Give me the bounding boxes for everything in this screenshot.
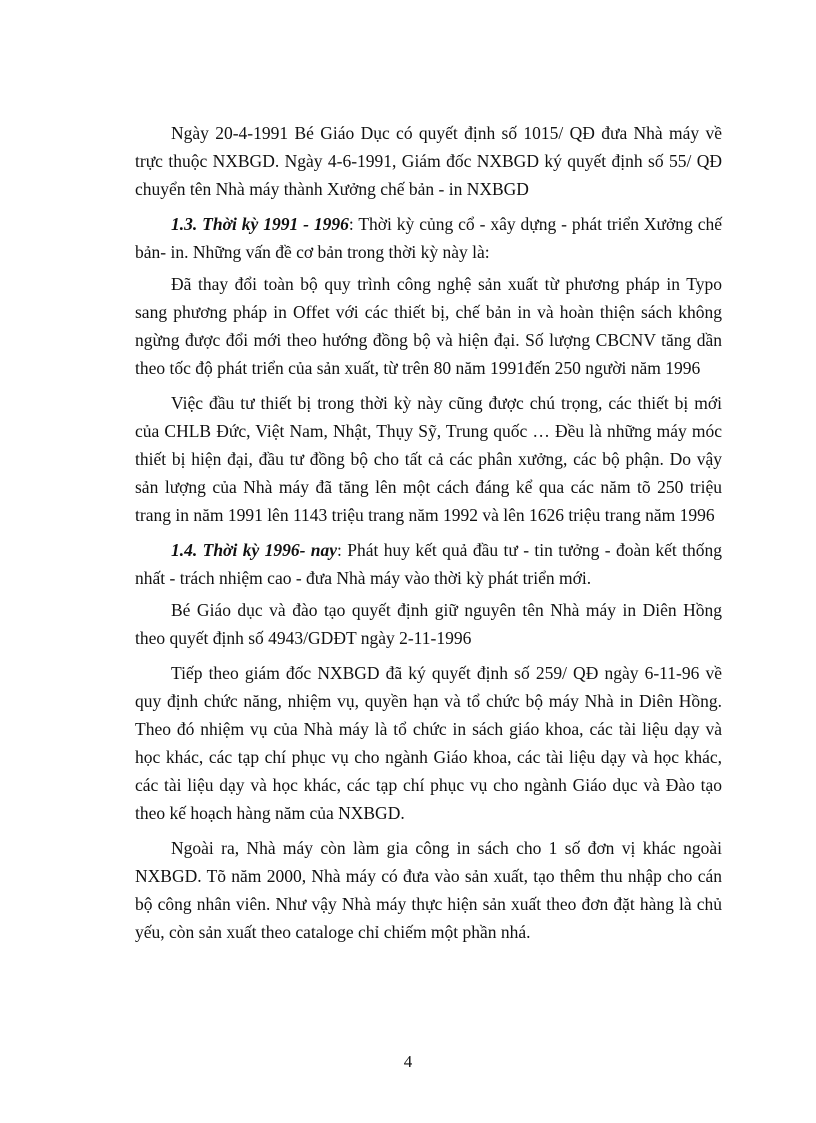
section-1-3-title: 1.3. Thời kỳ 1991 - 1996 — [171, 214, 349, 234]
paragraph-name-decision: Bé Giáo dục và đào tạo quyết định giữ nguyên tên Nhà máy in Diên Hồng theo quyết định số 4943/GDĐT ngày 2-11-1996 — [135, 600, 722, 648]
paragraph-outsourcing: Ngoài ra, Nhà máy còn làm gia công in sách cho 1 số đơn vị khác ngoài NXBGD. Tõ năm 2000, Nhà máy có đưa vào sản xuất, tạo thêm thu nhập cho cán bộ công nhân viên. Như vậy Nhà máy thực hiện sản xuất theo đơn đặt hàng là chủ yếu, còn sản xuất theo cataloge chỉ chiếm một phần nhá. — [135, 838, 722, 942]
paragraph-technology-change: Đã thay đổi toàn bộ quy trình công nghệ sản xuất từ phương pháp in Typo sang phương pháp in Offet với các thiết bị, chế bản in và hoàn thiện sách không ngừng được đổi mới theo hướng đồng bộ và hiện đại. Số lượng CBCNV tăng dần theo tốc độ phát triển của sản xuất, từ trên 80 năm 1991đến 250 người năm 1996 — [135, 274, 722, 378]
document-body — [135, 119, 722, 953]
section-1-3-heading-paragraph — [135, 210, 722, 266]
section-1-4-intro: : Phát huy kết quả đầu tư - tin tưởng - đoàn kết thống nhất - trách nhiệm cao - đưa Nhà máy vào thời kỳ phát triển mới. — [135, 540, 722, 588]
section-1-4-heading-paragraph — [135, 536, 722, 592]
paragraph-1991-decisions: Ngày 20-4-1991 Bé Giáo Dục có quyết định số 1015/ QĐ đưa Nhà máy về trực thuộc NXBGD. Ngày 4-6-1991, Giám đốc NXBGD ký quyết định số 55/ QĐ chuyển tên Nhà máy thành Xưởng chế bản - in NXBGD — [135, 123, 722, 199]
section-1-4-title: 1.4. Thời kỳ 1996- nay — [171, 540, 338, 560]
paragraph-equipment-investment: Việc đầu tư thiết bị trong thời kỳ này cũng được chú trọng, các thiết bị mới của CHLB Đức, Việt Nam, Nhật, Thụy Sỹ, Trung quốc … Đều là những máy móc thiết bị hiện đại, đầu tư đồng bộ cho tất cả các phân xưởng, các bộ phận. Do vậy sản lượng của Nhà máy đã tăng lên một cách đáng kể qua các năm tõ 250 triệu trang in năm 1991 lên 1143 triệu trang năm 1992 và lên 1626 triệu trang năm 1996 — [135, 393, 722, 525]
section-1-3-intro: : Thời kỳ củng cổ - xây dựng - phát triển Xưởng chế bản- in. Những vấn đề cơ bản trong thời kỳ này là: — [135, 214, 722, 262]
page-number: 4 — [403, 1052, 413, 1071]
paragraph-functions-decision: Tiếp theo giám đốc NXBGD đã ký quyết định số 259/ QĐ ngày 6-11-96 về quy định chức năng, nhiệm vụ, quyền hạn và tổ chức bộ máy Nhà in Diên Hồng. Theo đó nhiệm vụ của Nhà máy là tổ chức in sách giáo khoa, các tài liệu dạy và học khác, các tạp chí phục vụ cho ngành Giáo khoa, các tài liệu dạy và học khác, các tài liệu dạy và học khác, các tạp chí phục vụ cho ngành Giáo dục và Đào tạo theo kế hoạch hàng năm của NXBGD. — [135, 663, 722, 823]
